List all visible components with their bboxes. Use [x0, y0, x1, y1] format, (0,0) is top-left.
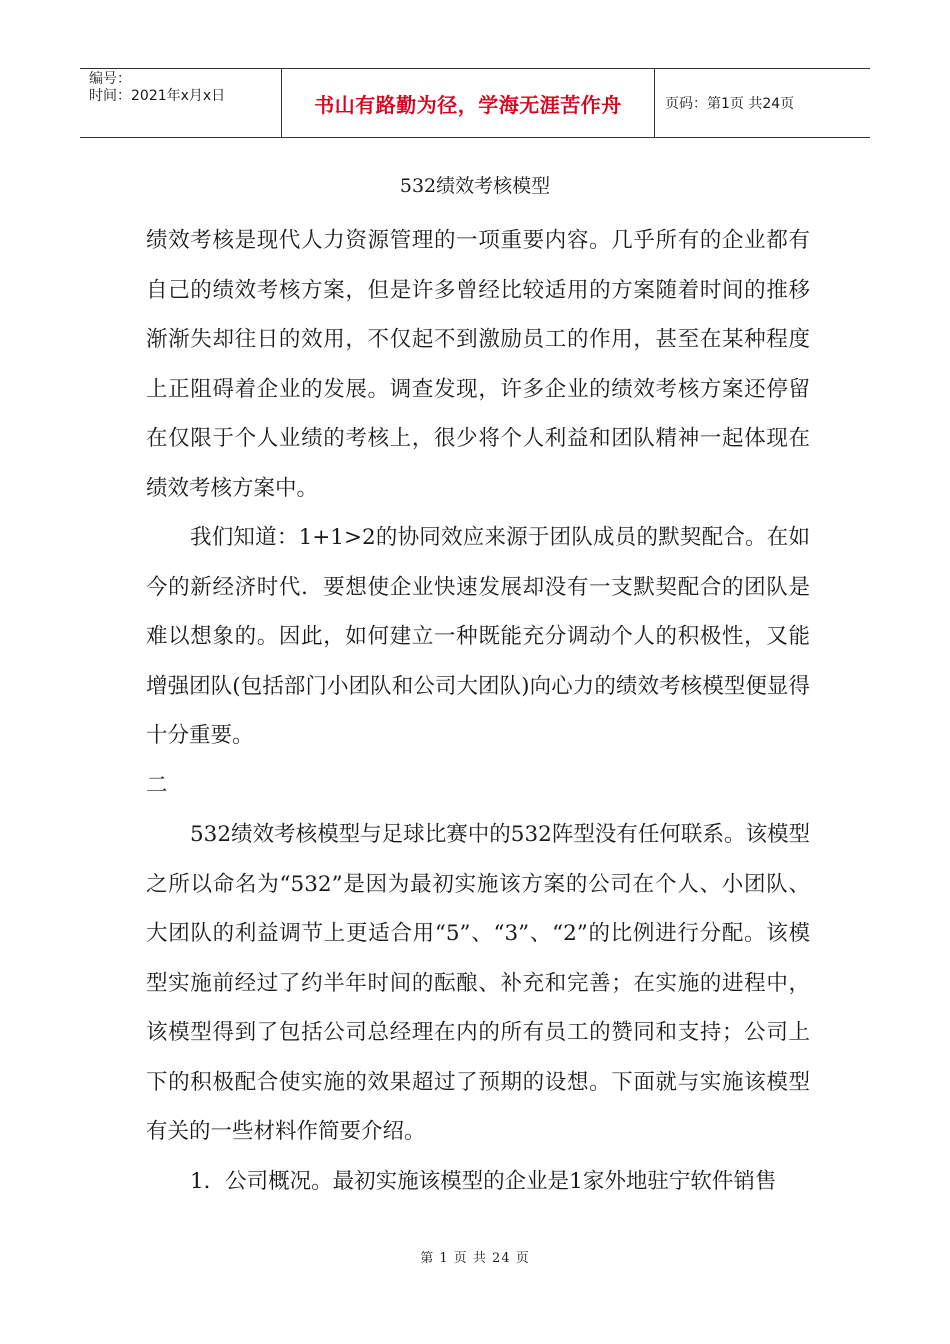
document-body: [146, 216, 810, 1206]
header-meta-cell: [80, 69, 282, 137]
document-number-label: 编号：: [89, 71, 131, 87]
page-footer: 第 1 页 共 24 页: [420, 1251, 530, 1266]
paragraph-intro: 绩效考核是现代人力资源管理的一项重要内容。几乎所有的企业都有自己的绩效考核方案，但是许多曾经比较适用的方案随着时间的推移渐渐失却往日的效用，不仅起不到激励员工的作用，甚至在某种程度上正阻碍着企业的发展。调查发现，许多企业的绩效考核方案还停留在仅限于个人业绩的考核上，很少将个人利益和团队精神一起体现在绩效考核方案中。: [146, 228, 810, 501]
header-motto-cell: [282, 69, 655, 137]
section-heading-two: 二: [146, 772, 168, 798]
header-page-cell: [655, 69, 870, 137]
header-table: [80, 68, 870, 138]
document-title: 532绩效考核模型: [399, 175, 551, 197]
paragraph-company-overview: 1．公司概况。最初实施该模型的企业是1家外地驻宁软件销售: [190, 1168, 777, 1194]
header-motto: 书山有路勤为径，学海无涯苦作舟: [314, 92, 622, 117]
paragraph-synergy: 我们知道：1+1>2的协同效应来源于团队成员的默契配合。在如今的新经济时代．要想使企业快速发展却没有一支默契配合的团队是难以想象的。因此，如何建立一种既能充分调动个人的积极性，又能增强团队(包括部门小团队和公司大团队)向心力的绩效考核模型便显得十分重要。: [146, 525, 810, 748]
paragraph-model-description: 532绩效考核模型与足球比赛中的532阵型没有任何联系。该模型之所以命名为“532”是因为最初实施该方案的公司在个人、小团队、大团队的利益调节上更适合用“5”、“3”、“2”的比例进行分配。该模型实施前经过了约半年时间的酝酿、补充和完善；在实施的进程中，该模型得到了包括公司总经理在内的所有员工的赞同和支持；公司上下的积极配合使实施的效果超过了预期的设想。下面就与实施该模型有关的一些材料作简要介绍。: [146, 822, 810, 1144]
document-time-label: 时间：2021年x月x日: [89, 88, 226, 104]
header-page-info: 页码：第1页 共24页: [665, 96, 795, 112]
